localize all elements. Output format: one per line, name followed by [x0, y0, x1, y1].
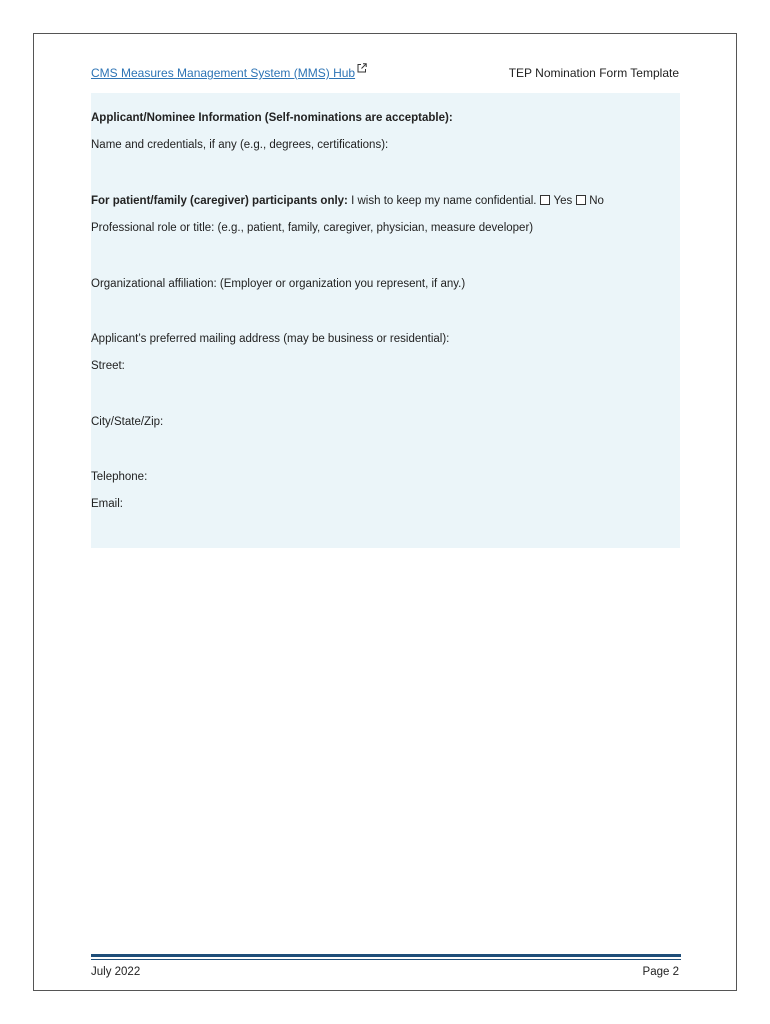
city-state-zip-label: City/State/Zip: [91, 416, 164, 428]
footer-rule-thin [91, 959, 681, 960]
footer-date: July 2022 [91, 966, 141, 978]
patient-only-label: For patient/family (caregiver) participants only: [91, 195, 348, 207]
street-label: Street: [91, 360, 125, 372]
mms-hub-link[interactable] [91, 65, 367, 81]
organizational-affiliation-label: Organizational affiliation: (Employer or organization you represent, if any.) [91, 278, 466, 290]
yes-checkbox[interactable] [540, 195, 550, 205]
footer-rule [91, 954, 681, 957]
mms-hub-link-text[interactable]: CMS Measures Management System (MMS) Hub [91, 66, 356, 80]
document-page [33, 33, 737, 991]
telephone-label: Telephone: [91, 471, 148, 483]
external-link-icon[interactable] [357, 63, 367, 73]
name-credentials-label: Name and credentials, if any (e.g., degrees, certifications): [91, 139, 389, 151]
page-header [91, 65, 679, 81]
mailing-address-label: Applicant’s preferred mailing address (may be business or residential): [91, 333, 450, 345]
confidential-text: I wish to keep my name confidential. [347, 195, 537, 207]
applicant-info-section [91, 93, 680, 548]
professional-role-label: Professional role or title: (e.g., patient, family, caregiver, physician, measure developer) [91, 222, 534, 234]
section-title: Applicant/Nominee Information (Self-nominations are acceptable): [91, 112, 453, 124]
no-checkbox[interactable] [576, 195, 586, 205]
yes-label: Yes [553, 195, 573, 207]
patient-confidential-row [91, 193, 604, 209]
no-label: No [589, 195, 604, 207]
email-label: Email: [91, 498, 123, 510]
document-title: TEP Nomination Form Template [508, 66, 679, 80]
page-number: Page 2 [642, 966, 679, 978]
